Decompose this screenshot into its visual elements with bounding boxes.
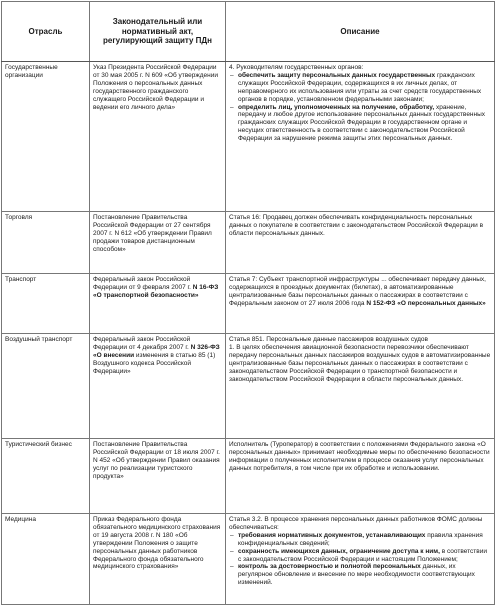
list-item-text: гражданских служащих Российской Федерации, содержащихся в их личных делах, от неправомерного их использования или утраты за счет средств государственных органов в порядке, установленном федеральными законами; xyxy=(238,71,482,103)
act-cell xyxy=(90,334,226,439)
act-title-tail: безопасности» xyxy=(150,291,199,299)
list-item-text: хранение, передачу и любое другое использование персональных данных государственных гражданских служащих Российской Федерации в государственном органе и несущих ответственность в соответствии с законодательством Российской Федерации за нарушение режима защиты этих персональных данных. xyxy=(238,103,486,143)
description-list xyxy=(229,72,491,143)
list-item-bold: сохранность имеющихся данных, ограничение доступа к ним, xyxy=(238,547,440,555)
act-text: Федеральный закон Российской Федерации от 4 декабря 2007 г. xyxy=(93,336,191,351)
description-list xyxy=(229,532,491,587)
description-cell xyxy=(226,334,495,439)
description-intro: Статья 3.2. В процессе хранения персональных данных работников ФОМС должны обеспечиваться: xyxy=(229,516,483,531)
act-number: N 16-ФЗ «О транспортной xyxy=(93,283,219,299)
header-industry: Отрасль xyxy=(2,2,90,62)
table-row xyxy=(2,514,495,605)
table-row xyxy=(2,62,495,212)
law-reference: N 152-ФЗ «О персональных данных» xyxy=(366,299,486,307)
description-cell xyxy=(226,274,495,334)
list-item xyxy=(229,532,491,548)
table-row xyxy=(2,439,495,514)
list-item-bold: обеспечить защиту персональных данных государственных xyxy=(238,71,436,79)
list-item-text: в соответствии с законодательством Российской Федерации и настоящим Положением; xyxy=(238,547,487,563)
document-page xyxy=(0,1,493,587)
list-item-text: данных, их регулярное обновление и внесение по мере необходимости соответствующих изменений. xyxy=(238,563,475,587)
table-row xyxy=(2,212,495,274)
description-text: 1. В целях обеспечения авиационной безопасности перевозчики обеспечивают передачу персональных данных пассажиров воздушных судов в автоматизированные централизованные базы персональных данных о пассажирах в соответствии с законодательством Российской Федерации о транспортной безопасности и законодательством Российской Федерации в области персональных данных. xyxy=(229,343,491,383)
description-cell: Исполнитель (Туроператор) в соответствии с положениями Федерального закона «О персональных данных» принимает необходимые меры по обеспечению безопасности информации о полученных исполнителем в процессе оказания услуг персональных данных потребителя, в том числе при их обработке и использовании. xyxy=(226,439,495,514)
act-cell: Постановление Правительства Российской Федерации от 27 сентября 2007 г. N 612 «Об утверждении Правил продажи товаров дистанционным способом» xyxy=(90,212,226,274)
list-item xyxy=(229,104,491,144)
list-item-bold: требования нормативных документов, устанавливающих xyxy=(238,531,426,539)
act-number: N 326-ФЗ «О внесении xyxy=(93,343,220,359)
industry-cell: Торговля xyxy=(2,212,90,274)
personal-data-table xyxy=(1,1,495,605)
list-item-text: правила хранения конфиденциальных сведений; xyxy=(238,531,483,547)
list-item xyxy=(229,563,491,587)
act-cell: Приказ Федерального фонда обязательного медицинского страхования от 19 августа 2008 г. N 180 «Об утверждении Положения о защите персональных данных работников Федерального фонда обязательного медицинского страхования» xyxy=(90,514,226,605)
description-heading: Статья 851. Персональные данные пассажиров воздушных судов xyxy=(229,336,428,343)
industry-cell: Туристический бизнес xyxy=(2,439,90,514)
act-cell xyxy=(90,274,226,334)
header-description: Описание xyxy=(226,2,495,62)
list-item-bold: контроль за достоверностью и полнотой персональных xyxy=(238,563,421,571)
description-cell xyxy=(226,62,495,212)
act-cell: Постановление Правительства Российской Федерации от 18 июля 2007 г. N 452 «Об утверждении Правил оказания услуг по реализации туристского продукта» xyxy=(90,439,226,514)
table-row xyxy=(2,334,495,439)
industry-cell: Медицина xyxy=(2,514,90,605)
industry-cell: Государственные организации xyxy=(2,62,90,212)
list-item xyxy=(229,548,491,564)
description-cell: Статья 16: Продавец должен обеспечивать конфиденциальность персональных данных о покупателе в соответствии с законодательством Российской Федерации в области персональных данных. xyxy=(226,212,495,274)
list-item xyxy=(229,72,491,104)
act-title-tail: изменения в статью 85 (1) Воздушного кодекса Российской Федерации» xyxy=(93,351,216,375)
table-row xyxy=(2,274,495,334)
industry-cell: Транспорт xyxy=(2,274,90,334)
description-text: Статья 7: Субъект транспортной инфраструктуры ... обеспечивает передачу данных, содержащихся в проездных документах (билетах), в автоматизированные централизованные базы персональных данных о пассажирах в соответствии с Федеральным законом от 27 июля 2006 года xyxy=(229,276,486,307)
header-act: Законодательный или нормативный акт, регулирующий защиту ПДн xyxy=(90,2,226,62)
list-item-bold: определить лиц, уполномоченных на получение, обработку, xyxy=(238,103,435,111)
act-text: Федеральный закон Российской Федерации от 9 февраля 2007 г. xyxy=(93,276,191,291)
description-intro: 4. Руководителям государственных органов: xyxy=(229,64,364,71)
description-cell xyxy=(226,514,495,605)
industry-cell: Воздушный транспорт xyxy=(2,334,90,439)
act-cell: Указ Президента Российской Федерации от 30 мая 2005 г. N 609 «Об утверждении Положения о персональных данных государственного гражданского служащего Российской Федерации и ведении его личного дела» xyxy=(90,62,226,212)
table-header-row xyxy=(2,2,495,62)
